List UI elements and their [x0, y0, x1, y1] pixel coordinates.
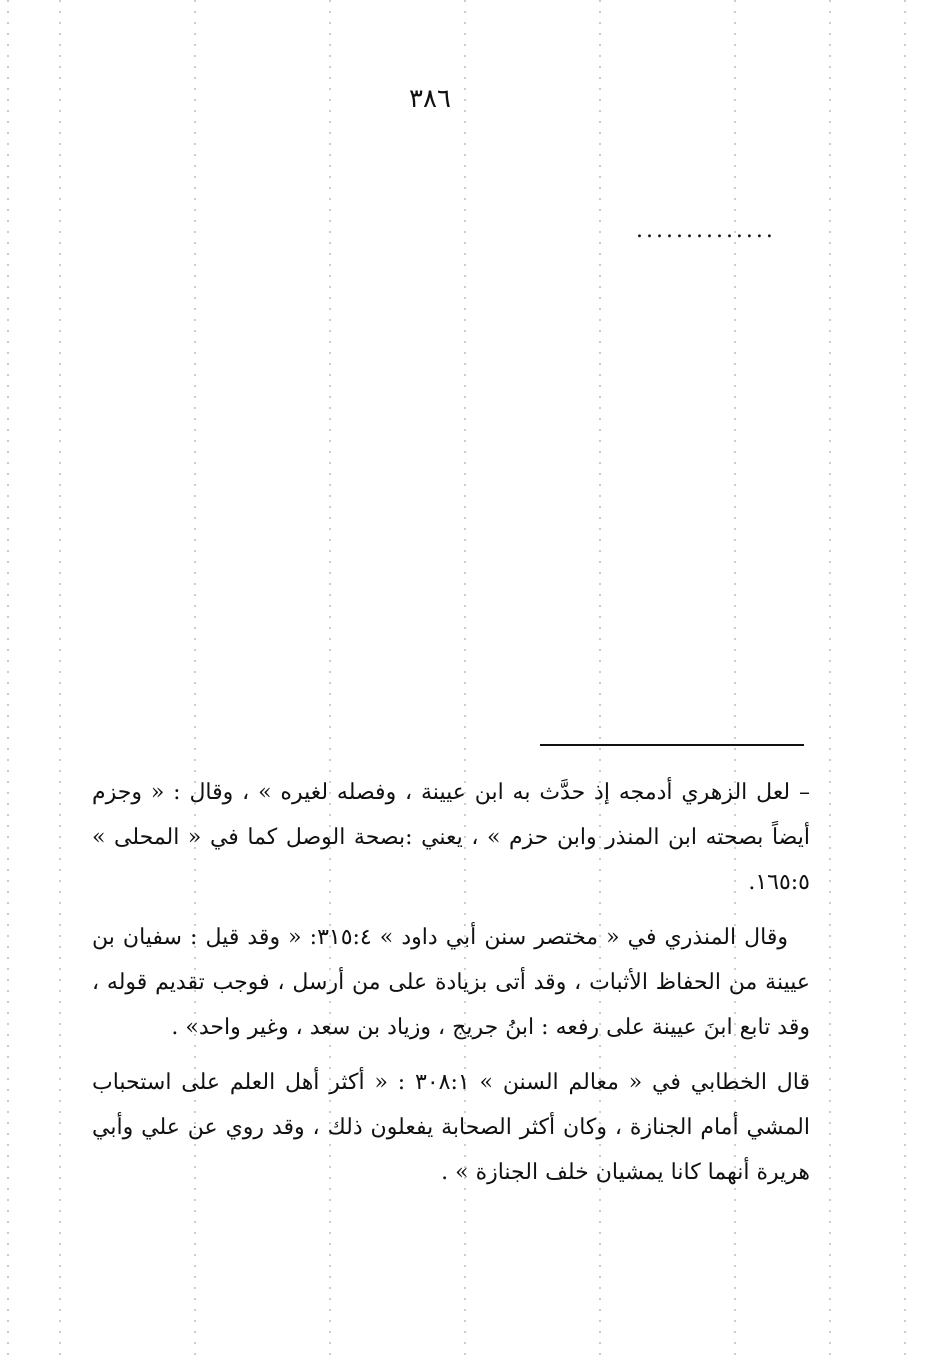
section-ellipsis: .............. — [636, 218, 776, 243]
footnote-separator — [540, 744, 804, 746]
footnote-paragraph: – لعل الزهري أدمجه إذ حدَّث به ابن عيينة ، وفصله لغيره » ، وقال : « وجزم أيضاً بصحته ابن المنذر وابن حزم » ، يعني :بصحة الوصل كما في « المحلى » ١٦٥:٥. — [92, 780, 810, 895]
footnotes-block — [92, 770, 810, 1205]
footnote-paragraph: وقال المنذري في « مختصر سنن أبي داود » ٣١٥:٤: « وقد قيل : سفيان بن عيينة من الحفاظ الأثبات ، وقد أتى بزيادة على من أرسل ، فوجب تقديم قوله ، وقد تابع ابنَ عيينة على رفعه : ابنُ جريج ، وزياد بن سعد ، وغير واحد» . — [92, 925, 810, 1040]
footnote-paragraph: قال الخطابي في « معالم السنن » ٣٠٨:١ : « أكثر أهل العلم على استحباب المشي أمام الجنازة ، وكان أكثر الصحابة يفعلون ذلك ، وقد روي عن علي وأبي هريرة أنهما كانا يمشيان خلف الجنازة » . — [92, 1070, 810, 1185]
page-number: ٣٨٦ — [409, 84, 451, 114]
